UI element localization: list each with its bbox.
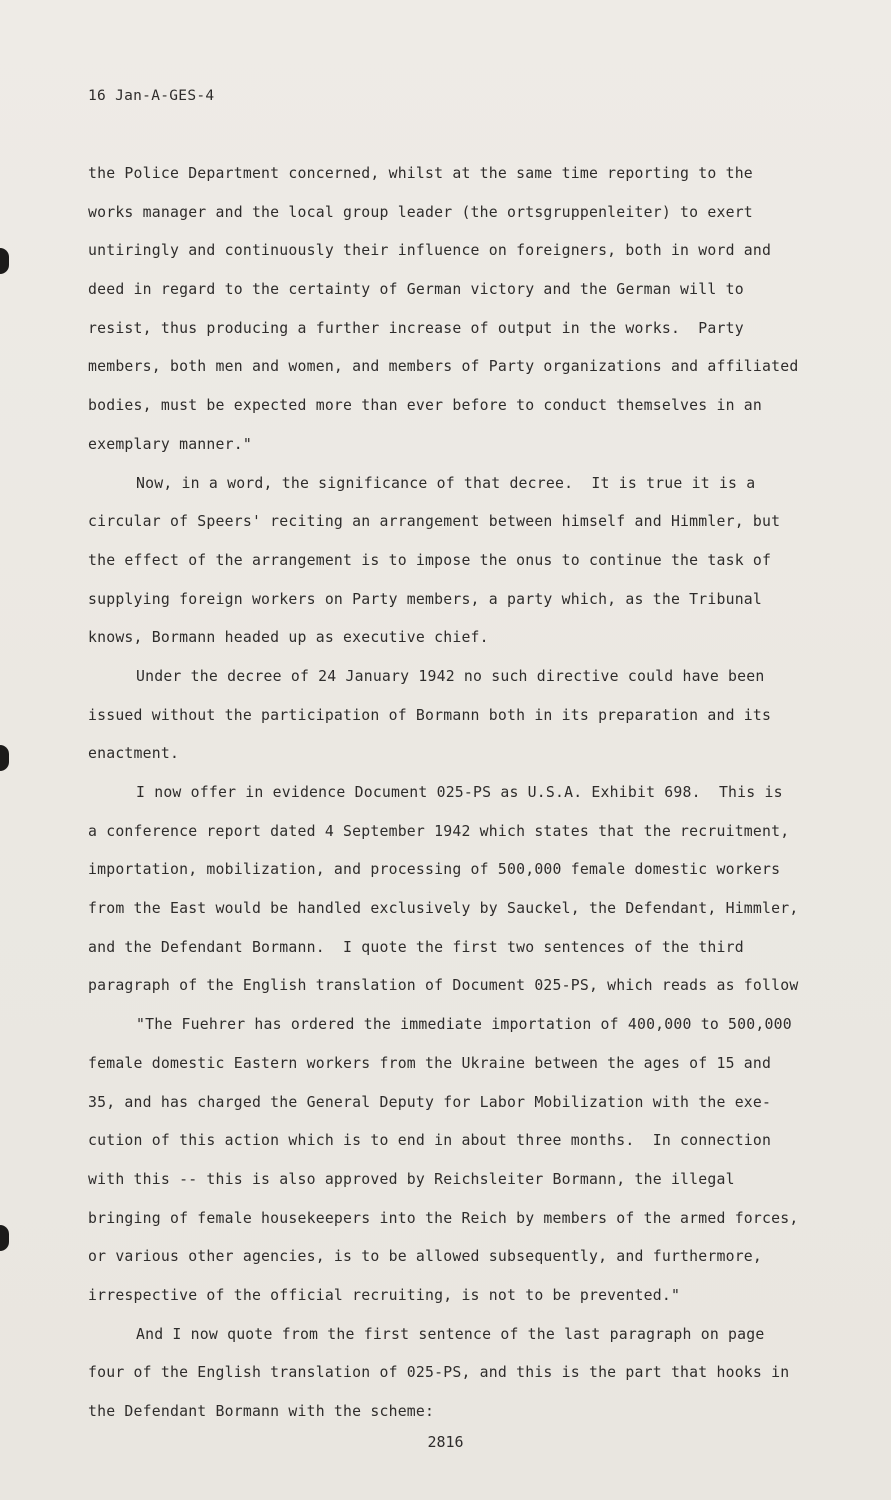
- text-line: supplying foreign workers on Party members, a party which, as the Tribunal: [88, 590, 763, 608]
- paragraph: [88, 1321, 848, 1437]
- text-line: Now, in a word, the significance of that decree. It is true it is a: [136, 474, 756, 492]
- text-line: a conference report dated 4 September 1942 which states that the recruitment,: [88, 822, 790, 840]
- text-line: and the Defendant Bormann. I quote the first two sentences of the third: [88, 938, 744, 956]
- text-line: 35, and has charged the General Deputy for Labor Mobilization with the exe-: [88, 1093, 772, 1111]
- text-line: knows, Bormann headed up as executive chief.: [88, 629, 489, 647]
- text-line: Under the decree of 24 January 1942 no such directive could have been: [136, 667, 765, 685]
- text-line: untiringly and continuously their influence on foreigners, both in word and: [88, 242, 772, 260]
- text-line: or various other agencies, is to be allowed subsequently, and furthermore,: [88, 1248, 763, 1266]
- paragraph: [88, 663, 848, 779]
- document-header: 16 Jan-A-GES-4: [88, 88, 215, 104]
- document-body: [88, 160, 848, 1437]
- punch-hole-mark: [0, 248, 9, 274]
- text-line: four of the English translation of 025-PS, and this is the part that hooks in: [88, 1364, 790, 1382]
- page-number: 2816: [427, 1433, 464, 1451]
- text-line: with this -- this is also approved by Reichsleiter Bormann, the illegal: [88, 1170, 735, 1188]
- text-line: "The Fuehrer has ordered the immediate importation of 400,000 to 500,000: [136, 1016, 792, 1034]
- text-line: irrespective of the official recruiting, is not to be prevented.": [88, 1286, 681, 1304]
- text-line: bodies, must be expected more than ever before to conduct themselves in an: [88, 397, 763, 415]
- text-line: from the East would be handled exclusively by Sauckel, the Defendant, Himmler,: [88, 900, 799, 918]
- text-line: bringing of female housekeepers into the Reich by members of the armed forces,: [88, 1209, 799, 1227]
- text-line: deed in regard to the certainty of German victory and the German will to: [88, 281, 744, 299]
- paragraph: [88, 160, 848, 470]
- text-line: importation, mobilization, and processing of 500,000 female domestic workers: [88, 861, 781, 879]
- text-line: resist, thus producing a further increase of output in the works. Party: [88, 319, 744, 337]
- text-line: works manager and the local group leader (the ortsgruppenleiter) to exert: [88, 203, 753, 221]
- paragraph: [88, 470, 848, 663]
- text-line: members, both men and women, and members of Party organizations and affiliated: [88, 358, 799, 376]
- paragraph: [88, 779, 848, 1011]
- text-line: exemplary manner.": [88, 435, 252, 453]
- text-line: circular of Speers' reciting an arrangement between himself and Himmler, but: [88, 513, 781, 531]
- text-line: I now offer in evidence Document 025-PS as U.S.A. Exhibit 698. This is: [136, 784, 783, 801]
- text-line: the Police Department concerned, whilst at the same time reporting to the: [88, 165, 753, 182]
- paragraph: [88, 1011, 848, 1321]
- text-line: paragraph of the English translation of Document 025-PS, which reads as follow: [88, 977, 799, 995]
- text-line: enactment.: [88, 745, 180, 763]
- text-line: And I now quote from the first sentence of the last paragraph on page: [136, 1325, 765, 1343]
- text-line: the Defendant Bormann with the scheme:: [88, 1403, 435, 1420]
- punch-hole-mark: [0, 745, 9, 771]
- text-line: the effect of the arrangement is to impose the onus to continue the task of: [88, 551, 772, 569]
- punch-hole-mark: [0, 1225, 9, 1251]
- text-line: issued without the participation of Bormann both in its preparation and its: [88, 706, 772, 724]
- text-line: female domestic Eastern workers from the Ukraine between the ages of 15 and: [88, 1054, 772, 1072]
- text-line: cution of this action which is to end in about three months. In connection: [88, 1132, 772, 1150]
